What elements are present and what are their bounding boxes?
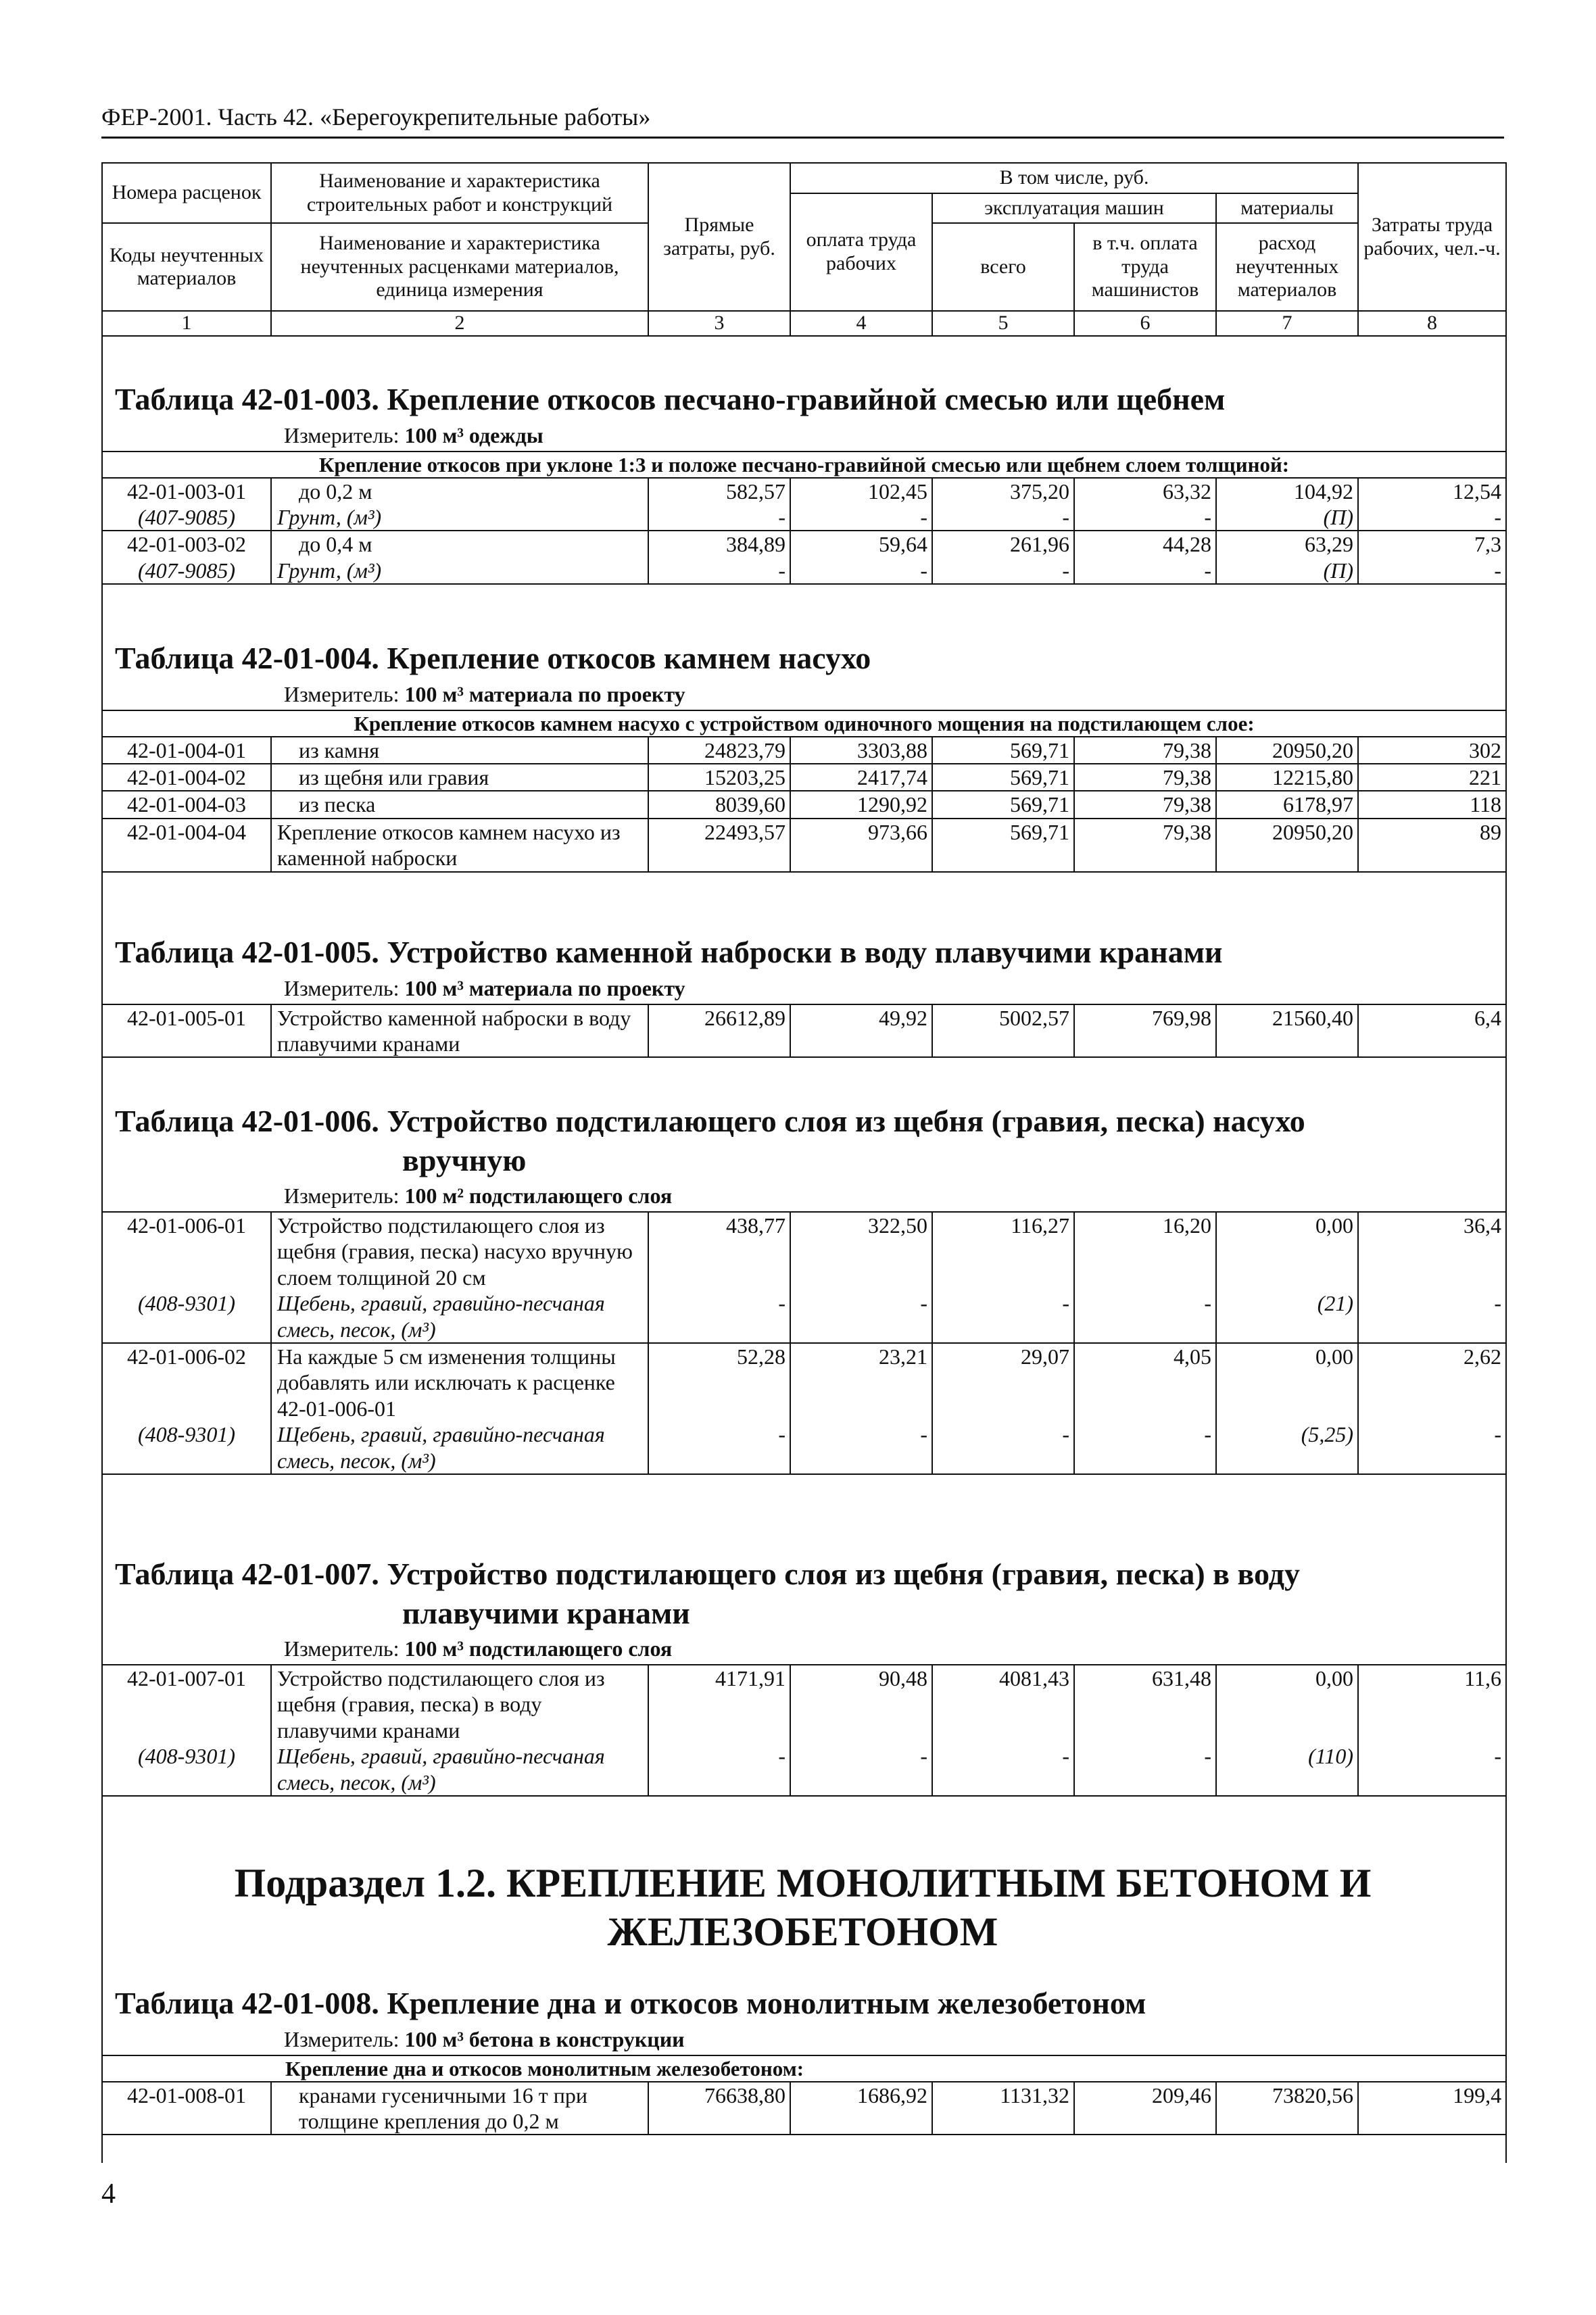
table-title: Таблица 42-01-004. Крепление откосов камнем насухо [115,641,871,675]
material-consumption: (21) [1216,1290,1358,1343]
material-code: (407-9085) [102,504,271,531]
dash-cell: - [1074,504,1216,531]
labor-hours: 302 [1358,737,1506,764]
dash-cell: - [1074,558,1216,584]
materials-cost: 20950,20 [1216,737,1358,764]
materials-cost: 104,92 [1216,478,1358,504]
col1-top-header: Номера расценок [102,163,271,223]
machinists-pay: 79,38 [1074,764,1216,791]
material-code: (408-9301) [102,1290,271,1343]
direct-cost: 4171,91 [648,1665,790,1743]
including-header: В том числе, руб. [790,163,1358,193]
subsection-heading-line2: ЖЕЛЕЗОБЕТОНОМ [607,1909,998,1954]
machinists-pay: 4,05 [1074,1343,1216,1421]
machines-total: 569,71 [932,764,1074,791]
machines-total: 261,96 [932,531,1074,557]
material-code: (408-9301) [102,1421,271,1474]
machines-total: 5002,57 [932,1004,1074,1058]
direct-cost: 15203,25 [648,764,790,791]
meter-value: 100 м³ бетона в конструкции [404,2026,685,2051]
rate-name: На каждые 5 см изменения толщины добавлять или исключать к расценке 42-01-006-01 [271,1343,648,1421]
data-table [101,1211,1507,1475]
machinists-pay: 16,20 [1074,1212,1216,1290]
machines-total: 29,07 [932,1343,1074,1421]
dash-cell: - [932,1290,1074,1343]
meter-value: 100 м³ одежды [404,422,543,447]
direct-cost: 438,77 [648,1212,790,1290]
material-consumption: (П) [1216,558,1358,584]
machinists-pay: 44,28 [1074,531,1216,557]
material-code: (407-9085) [102,558,271,584]
rate-code: 42-01-003-02 [102,531,271,557]
col1-bottom-header: Коды неучтенных материалов [102,223,271,311]
labor-hours: 36,4 [1358,1212,1506,1290]
machinists-pay: 79,38 [1074,737,1216,764]
page-number: 4 [101,2178,116,2210]
dash-cell: - [1074,1290,1216,1343]
meter-line [284,1636,1504,1661]
labor-pay: 90,48 [790,1665,932,1743]
labor-pay: 49,92 [790,1004,932,1058]
rate-code: 42-01-004-02 [102,764,271,791]
running-header: ФЕР-2001. Часть 42. «Берегоукрепительные работы» [101,103,651,130]
subsection-heading [101,1859,1504,1956]
dash-cell: - [790,558,932,584]
data-table [101,1004,1507,1058]
machines-total: 569,71 [932,819,1074,872]
rate-name: Устройство каменной наброски в воду плавучими кранами [271,1004,648,1058]
materials-cost: 20950,20 [1216,819,1358,872]
rate-code: 42-01-004-03 [102,791,271,818]
rate-code: 42-01-005-01 [102,1004,271,1058]
dash-cell: - [932,504,1074,531]
machines-total: 4081,43 [932,1665,1074,1743]
rate-code: 42-01-004-04 [102,819,271,872]
table-title-line1: Таблица 42-01-006. Устройство подстилающего слоя из щебня (гравия, песка) насухо [115,1104,1305,1138]
labor-pay: 1290,92 [790,791,932,818]
rate-name: из камня [271,737,648,764]
machinists-pay: 79,38 [1074,819,1216,872]
dash-cell: - [648,558,790,584]
meter-label: Измеритель: [284,1184,405,1208]
labor-hours: 118 [1358,791,1506,818]
col2-bottom-header: Наименование и характеристика неучтенных расценками материалов, единица измерения [271,223,648,311]
col-number: 2 [271,311,648,336]
col4-header: оплата труда рабочих [790,193,932,312]
meter-line [284,1184,1504,1209]
labor-pay: 23,21 [790,1343,932,1421]
rate-name: до 0,2 м [271,478,648,504]
group-caption: Крепление дна и откосов монолитным железобетоном: [102,2055,1506,2082]
direct-cost: 26612,89 [648,1004,790,1058]
material-name: Грунт, (м³) [271,558,648,584]
material-name: Щебень, гравий, гравийно-песчаная смесь, песок, (м³) [271,1743,648,1796]
col3-header: Прямые затраты, руб. [648,163,790,311]
dash-cell: - [790,1743,932,1796]
dash-cell: - [1358,558,1506,584]
labor-pay: 59,64 [790,531,932,557]
meter-label: Измеритель: [284,681,405,706]
meter-label: Измеритель: [284,975,405,1000]
machines-total: 1131,32 [932,2082,1074,2135]
labor-pay: 322,50 [790,1212,932,1290]
rate-code: 42-01-008-01 [102,2082,271,2135]
meter-label: Измеритель: [284,1636,405,1661]
materials-cost: 73820,56 [1216,2082,1358,2135]
table-42-01-003-section [101,380,1504,585]
direct-cost: 24823,79 [648,737,790,764]
machines-total: 569,71 [932,791,1074,818]
group-caption: Крепление откосов при уклоне 1:3 и положе песчано-гравийной смесью или щебнем слоем толщиной: [102,452,1506,478]
labor-pay: 1686,92 [790,2082,932,2135]
table-title-line1: Таблица 42-01-007. Устройство подстилающего слоя из щебня (гравия, песка) в воду [115,1557,1300,1591]
materials-cost: 0,00 [1216,1212,1358,1290]
rate-name: Крепление откосов камнем насухо из каменной наброски [271,819,648,872]
direct-cost: 384,89 [648,531,790,557]
materials-cost: 0,00 [1216,1343,1358,1421]
col-number: 7 [1216,311,1358,336]
table-42-01-008-section [101,1984,1504,2135]
meter-line [284,976,1504,1001]
meter-value: 100 м² подстилающего слоя [404,1184,673,1208]
dash-cell: - [1358,504,1506,531]
subsection-heading-line1: Подраздел 1.2. КРЕПЛЕНИЕ МОНОЛИТНЫМ БЕТОНОМ И [234,1861,1372,1905]
materials-cost: 6178,97 [1216,791,1358,818]
dash-cell: - [932,1743,1074,1796]
material-consumption: (5,25) [1216,1421,1358,1474]
materials-cost: 21560,40 [1216,1004,1358,1058]
table-title: Таблица 42-01-008. Крепление дна и откосов монолитным железобетоном [115,1986,1146,2020]
materials-cost: 12215,80 [1216,764,1358,791]
meter-value: 100 м³ подстилающего слоя [404,1636,673,1661]
labor-pay: 102,45 [790,478,932,504]
materials-cost: 63,29 [1216,531,1358,557]
table-title-line2: вручную [402,1142,527,1177]
col5-header: всего [932,223,1074,311]
dash-cell: - [1358,1421,1506,1474]
col6-header: в т.ч. оплата труда машинистов [1074,223,1216,311]
dash-cell: - [648,1743,790,1796]
labor-hours: 12,54 [1358,478,1506,504]
machines-total: 116,27 [932,1212,1074,1290]
labor-hours: 2,62 [1358,1343,1506,1421]
rate-name: из песка [271,791,648,818]
material-name: Грунт, (м³) [271,504,648,531]
table-title: Таблица 42-01-005. Устройство каменной наброски в воду плавучими кранами [115,935,1223,969]
rate-code: 42-01-007-01 [102,1665,271,1743]
direct-cost: 76638,80 [648,2082,790,2135]
dash-cell: - [648,1290,790,1343]
dash-cell: - [790,1421,932,1474]
material-name: Щебень, гравий, гравийно-песчаная смесь, песок, (м³) [271,1290,648,1343]
machines-total: 375,20 [932,478,1074,504]
dash-cell: - [1074,1743,1216,1796]
labor-hours: 11,6 [1358,1665,1506,1743]
header-rule [101,137,1504,139]
meter-label: Измеритель: [284,422,405,447]
rate-name: из щебня или гравия [271,764,648,791]
rate-code: 42-01-003-01 [102,478,271,504]
rate-code: 42-01-004-01 [102,737,271,764]
table-42-01-007-section [101,1555,1504,1797]
labor-pay: 3303,88 [790,737,932,764]
rate-code: 42-01-006-01 [102,1212,271,1290]
data-table [101,2055,1507,2136]
machines-total: 569,71 [932,737,1074,764]
machinists-pay: 63,32 [1074,478,1216,504]
labor-hours: 6,4 [1358,1004,1506,1058]
labor-hours: 7,3 [1358,531,1506,557]
materials-cost: 0,00 [1216,1665,1358,1743]
col7-header: расход неучтенных материалов [1216,223,1358,311]
table-title-line2: плавучими кранами [402,1595,690,1630]
meter-value: 100 м³ материала по проекту [404,975,685,1000]
labor-hours: 221 [1358,764,1506,791]
materials-header: материалы [1216,193,1358,224]
meter-value: 100 м³ материала по проекту [404,681,685,706]
rate-code: 42-01-006-02 [102,1343,271,1421]
material-consumption: (110) [1216,1743,1358,1796]
col-number: 4 [790,311,932,336]
rate-name: до 0,4 м [271,531,648,557]
col-number: 5 [932,311,1074,336]
table-42-01-005-section [101,933,1504,1058]
col-number: 1 [102,311,271,336]
col2-top-header: Наименование и характеристика строительных работ и конструкций [271,163,648,223]
labor-pay: 2417,74 [790,764,932,791]
meter-line [284,423,1504,448]
meter-line [284,682,1504,707]
machinists-pay: 209,46 [1074,2082,1216,2135]
material-code: (408-9301) [102,1743,271,1796]
col-number: 8 [1358,311,1506,336]
rate-name: Устройство подстилающего слоя из щебня (гравия, песка) насухо вручную слоем толщиной 20 см [271,1212,648,1290]
column-header-table [101,162,1507,337]
dash-cell: - [790,504,932,531]
labor-hours: 199,4 [1358,2082,1506,2135]
machinists-pay: 769,98 [1074,1004,1216,1058]
dash-cell: - [1358,1290,1506,1343]
labor-hours: 89 [1358,819,1506,872]
material-name: Щебень, гравий, гравийно-песчаная смесь, песок, (м³) [271,1421,648,1474]
col8-header: Затраты труда рабочих, чел.-ч. [1358,163,1506,311]
col-number: 3 [648,311,790,336]
direct-cost: 8039,60 [648,791,790,818]
machinists-pay: 79,38 [1074,791,1216,818]
labor-pay: 973,66 [790,819,932,872]
rate-name: Устройство подстилающего слоя из щебня (гравия, песка) в воду плавучими кранами [271,1665,648,1743]
dash-cell: - [1358,1743,1506,1796]
dash-cell: - [1074,1421,1216,1474]
meter-line [284,2027,1504,2052]
dash-cell: - [932,1421,1074,1474]
data-table [101,710,1507,873]
direct-cost: 52,28 [648,1343,790,1421]
table-42-01-004-section [101,639,1504,873]
dash-cell: - [932,558,1074,584]
dash-cell: - [648,504,790,531]
machines-header: эксплуатация машин [932,193,1216,224]
dash-cell: - [790,1290,932,1343]
data-table [101,1664,1507,1797]
col-number: 6 [1074,311,1216,336]
direct-cost: 582,57 [648,478,790,504]
table-42-01-006-section [101,1102,1504,1475]
rate-name: кранами гусеничными 16 т при толщине крепления до 0,2 м [271,2082,648,2135]
meter-label: Измеритель: [284,2026,405,2051]
material-consumption: (П) [1216,504,1358,531]
machinists-pay: 631,48 [1074,1665,1216,1743]
data-table [101,451,1507,585]
dash-cell: - [648,1421,790,1474]
table-title: Таблица 42-01-003. Крепление откосов песчано-гравийной смесью или щебнем [115,382,1226,416]
group-caption: Крепление откосов камнем насухо с устройством одиночного мощения на подстилающем слое: [102,710,1506,737]
direct-cost: 22493,57 [648,819,790,872]
